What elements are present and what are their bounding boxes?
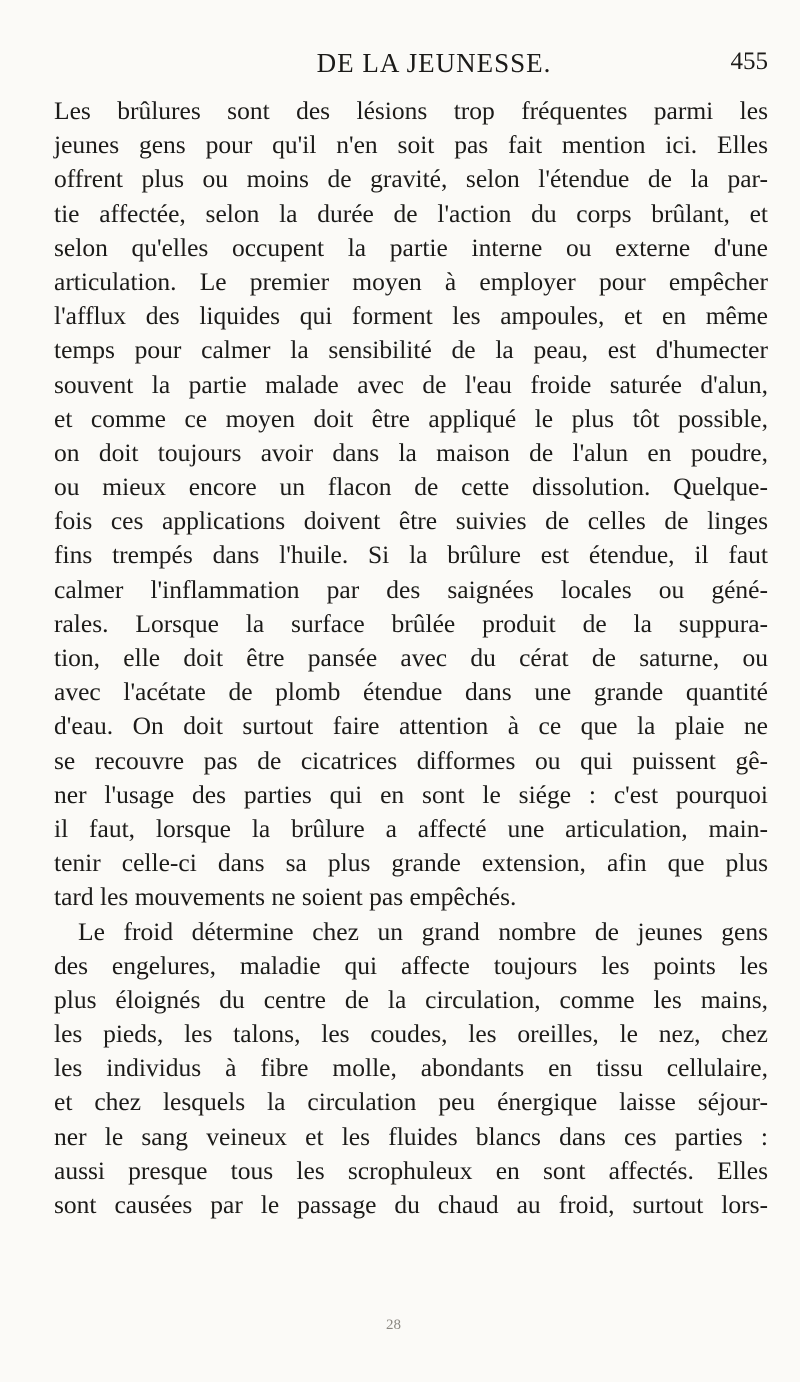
text-line: avec l'acétate de plomb étendue dans une grande quantité [54,677,768,707]
text-line: il faut, lorsque la brûlure a affecté une articulation, main- [54,813,768,843]
text-line: rales. Lorsque la surface brûlée produit de la suppura- [54,608,768,638]
text-line: d'eau. On doit surtout faire attention à ce que la plaie ne [54,711,768,741]
body-text [54,94,768,1222]
text-line: offrent plus ou moins de gravité, selon l'étendue de la par- [54,164,768,194]
text-line: souvent la partie malade avec de l'eau froide saturée d'alun, [54,369,768,399]
signature-mark: 28 [386,1317,401,1333]
text-line: fins trempés dans l'huile. Si la brûlure est étendue, il faut [54,540,768,570]
text-line: selon qu'elles occupent la partie interne ou externe d'une [54,232,768,262]
text-line: ner le sang veineux et les fluides blancs dans ces parties : [54,1121,768,1151]
text-line: sont causées par le passage du chaud au froid, surtout lors- [54,1190,768,1219]
paragraph-burns [54,94,768,915]
running-head [100,48,768,84]
text-line: tenir celle-ci dans sa plus grande extension, afin que plus [54,848,768,878]
text-line: fois ces applications doivent être suivies de celles de linges [54,506,768,536]
text-line: des engelures, maladie qui affecte toujours les points les [54,950,768,980]
text-line: et comme ce moyen doit être appliqué le plus tôt possible, [54,403,768,433]
text-line: ner l'usage des parties qui en sont le siége : c'est pourquoi [54,779,768,809]
text-line: ou mieux encore un flacon de cette dissolution. Quelque- [54,472,768,502]
text-line: aussi presque tous les scrophuleux en sont affectés. Elles [54,1155,768,1185]
text-line: les pieds, les talons, les coudes, les oreilles, le nez, chez [54,1019,768,1049]
text-line: jeunes gens pour qu'il n'en soit pas fait mention ici. Elles [54,130,768,160]
text-line: tion, elle doit être pansée avec du cérat de saturne, ou [54,643,768,672]
running-title: DE LA JEUNESSE. [316,48,552,78]
text-line: l'afflux des liquides qui forment les ampoules, et en même [54,301,768,331]
text-line: Les brûlures sont des lésions trop fréquentes parmi les [54,96,768,125]
text-line: et chez lesquels la circulation peu énergique laisse séjour- [54,1087,768,1117]
text-line: temps pour calmer la sensibilité de la peau, est d'humecter [54,335,768,365]
text-line: on doit toujours avoir dans la maison de l'alun en poudre, [54,437,768,467]
page-number: 455 [730,48,768,75]
text-line: se recouvre pas de cicatrices difformes ou qui puissent gê- [54,745,768,775]
text-line: les individus à fibre molle, abondants en tissu cellulaire, [54,1053,768,1083]
text-line: plus éloignés du centre de la circulation, comme les mains, [54,984,768,1014]
text-line: tard les mouvements ne soient pas empêchés. [54,882,517,912]
paragraph-chilblains [54,915,768,1223]
text-line: tie affectée, selon la durée de l'action du corps brûlant, et [54,198,768,228]
text-line: Le froid détermine chez un grand nombre de jeunes gens [78,916,768,946]
text-line: calmer l'inflammation par des saignées locales ou géné- [54,574,768,604]
text-line: articulation. Le premier moyen à employer pour empêcher [54,266,768,296]
